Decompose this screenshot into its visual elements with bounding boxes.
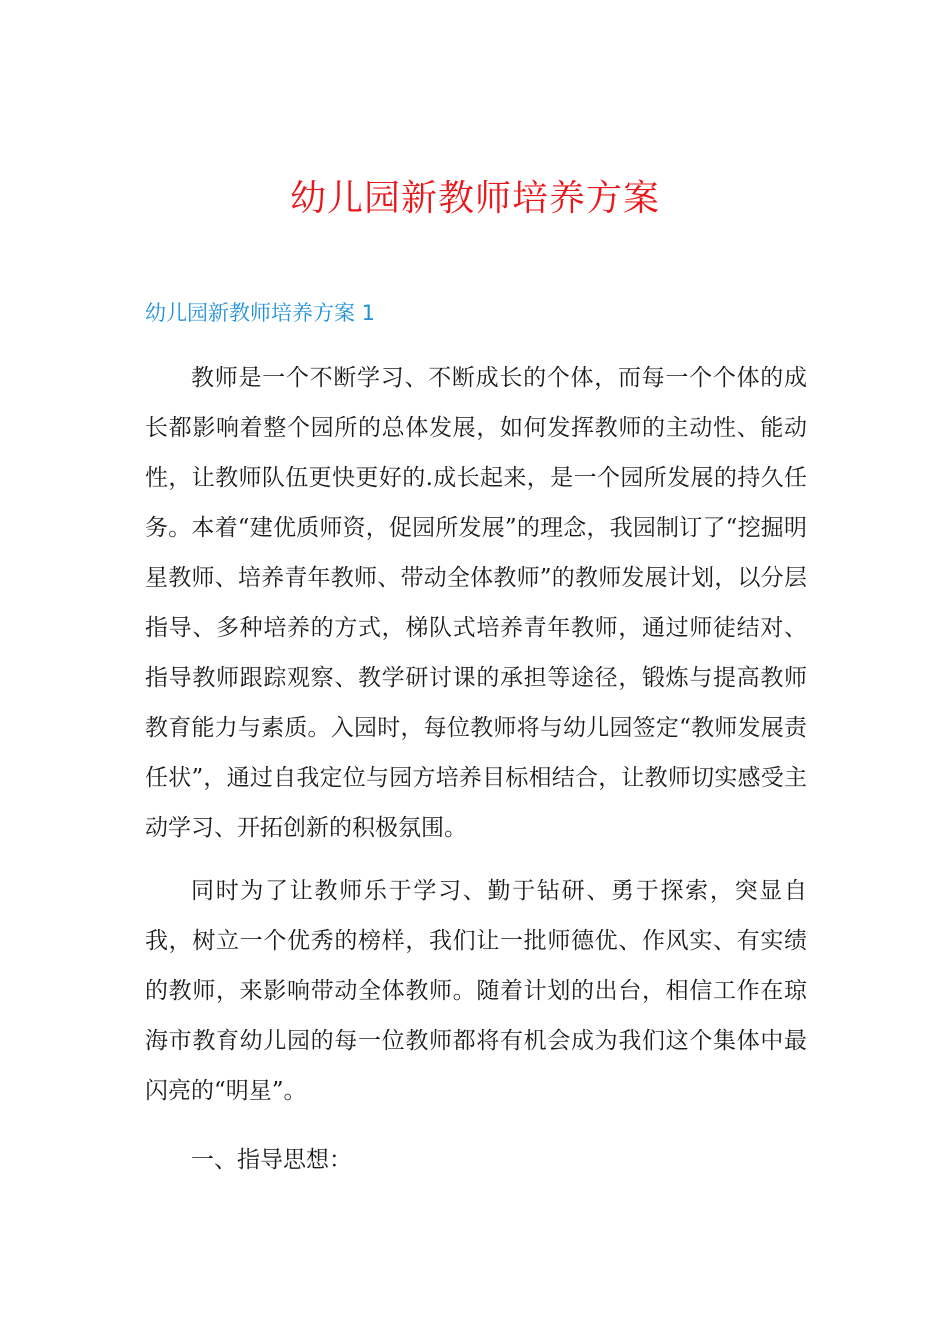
paragraph-star-teachers: 同时为了让教师乐于学习、勤于钻研、勇于探索，突显自我，树立一个优秀的榜样，我们让一批师德优、作风实、有实绩的教师，来影响带动全体教师。随着计划的出台，相信工作在琼海市教育幼儿园的每一位教师都将有机会成为我们这个集体中最闪亮的“明星”。 bbox=[145, 878, 807, 1104]
document-title: 幼儿园新教师培养方案 bbox=[289, 178, 660, 219]
section-heading: 幼儿园新教师培养方案 1 bbox=[145, 301, 376, 325]
paragraph-intro: 教师是一个不断学习、不断成长的个体，而每一个个体的成长都影响着整个园所的总体发展，如何发挥教师的主动性、能动性，让教师队伍更快更好的.成长起来，是一个园所发展的持久任务。本着“建优质师资，促园所发展”的理念，我园制订了“挖掘明星教师、培养青年教师、带动全体教师”的教师发展计划，以分层指导、多种培养的方式，梯队式培养青年教师，通过师徒结对、指导教师跟踪观察、教学研讨课的承担等途径，锻炼与提高教师教育能力与素质。入园时，每位教师将与幼儿园签定“教师发展责任状”，通过自我定位与园方培养目标相结合，让教师切实感受主动学习、开拓创新的积极氛围。 bbox=[145, 365, 807, 841]
paragraph-guiding-heading: 一、指导思想： bbox=[191, 1147, 352, 1173]
